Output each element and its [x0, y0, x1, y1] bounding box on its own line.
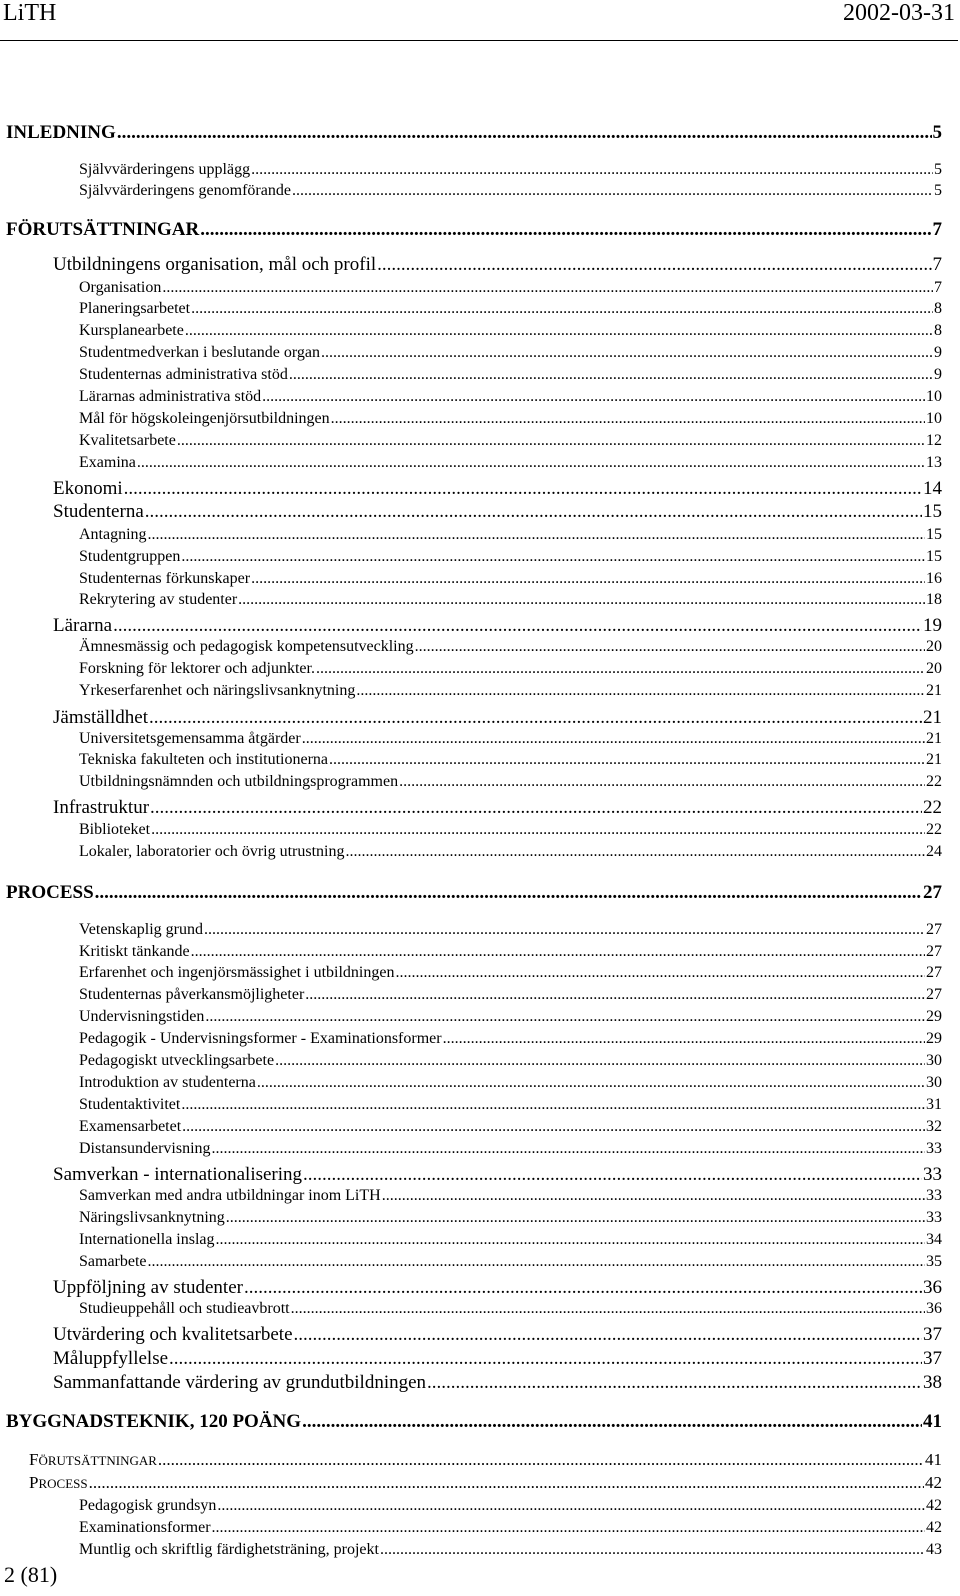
toc-entry-title: Måluppfyllelse — [53, 1348, 169, 1369]
toc-dot-leader — [356, 682, 925, 700]
toc-entry-title: Samverkan med andra utbildningar inom LiTH — [79, 1187, 381, 1204]
toc-entry — [79, 432, 942, 450]
toc-entry — [79, 1497, 942, 1515]
toc-entry-page: 21 — [926, 682, 942, 699]
toc-dot-leader — [251, 161, 933, 179]
toc-entry-title: Tekniska fakulteten och institutionerna — [79, 751, 329, 768]
toc-entry-page: 43 — [926, 1541, 942, 1558]
toc-dot-leader — [244, 1277, 922, 1299]
toc-entry-title: Rekrytering av studenter — [79, 591, 238, 608]
toc-entry-title: Samarbete — [79, 1253, 147, 1270]
toc-entry-title: Lärarna — [53, 615, 113, 636]
toc-entry-page: 10 — [926, 388, 942, 405]
toc-entry-title: Organisation — [79, 279, 162, 296]
toc-entry-page: 21 — [926, 730, 942, 747]
toc-entry-page: 27 — [926, 921, 942, 938]
toc-entry-page: 22 — [926, 821, 942, 838]
toc-entry — [53, 478, 942, 500]
toc-dot-leader — [303, 1164, 922, 1186]
toc-entry-title: Uppföljning av studenter — [53, 1277, 243, 1298]
toc-entry — [53, 1324, 942, 1346]
toc-entry — [79, 751, 942, 769]
toc-entry-title: Pedagogisk grundsyn — [79, 1497, 217, 1514]
toc-entry — [79, 526, 942, 544]
toc-dot-leader — [329, 751, 925, 769]
toc-dot-leader — [291, 1300, 925, 1318]
toc-dot-leader — [331, 410, 925, 428]
toc-entry-title: FÖRUTSÄTTNINGAR — [29, 1450, 157, 1469]
toc-dot-leader — [169, 1348, 922, 1370]
toc-entry — [53, 615, 942, 637]
toc-entry-title: Studenternas påverkansmöjligheter — [79, 986, 305, 1003]
toc-entry — [79, 1074, 942, 1092]
toc-entry-page: 29 — [926, 1008, 942, 1025]
toc-entry-title: Utbildningens organisation, mål och profil — [53, 254, 377, 275]
toc-dot-leader — [226, 1209, 925, 1227]
toc-entry — [79, 454, 942, 472]
toc-entry-page: 5 — [934, 161, 942, 178]
toc-entry-title: Självvärderingens genomförande — [79, 182, 291, 199]
toc-entry-title: Pedagogik - Undervisningsformer - Examinationsformer — [79, 1030, 442, 1047]
toc-dot-leader — [181, 1096, 925, 1114]
toc-entry-page: 41 — [923, 1411, 942, 1432]
toc-entry-page: 42 — [926, 1497, 942, 1514]
toc-dot-leader — [150, 797, 922, 819]
header-divider — [0, 40, 958, 41]
toc-entry-title: Kvalitetsarbete — [79, 432, 176, 449]
toc-dot-leader — [302, 730, 925, 748]
toc-entry-title: Utvärdering och kvalitetsarbete — [53, 1324, 293, 1345]
toc-entry-page: 32 — [926, 1118, 942, 1135]
toc-dot-leader — [305, 986, 925, 1004]
toc-entry — [79, 660, 942, 678]
toc-dot-leader — [162, 279, 933, 297]
toc-entry-page: 22 — [923, 797, 942, 818]
toc-dot-leader — [151, 821, 925, 839]
toc-dot-leader — [382, 1187, 925, 1205]
toc-entry-title: Yrkeserfarenhet och näringslivsanknytning — [79, 682, 356, 699]
toc-dot-leader — [205, 1008, 925, 1026]
page-header — [0, 0, 960, 34]
toc-entry — [79, 773, 942, 791]
toc-entry-title: Pedagogiskt utvecklingsarbete — [79, 1052, 275, 1069]
toc-dot-leader — [191, 300, 933, 318]
toc-entry-page: 9 — [934, 344, 942, 361]
toc-entry — [79, 1030, 942, 1048]
toc-dot-leader — [251, 570, 925, 588]
toc-entry-page: 7 — [934, 279, 942, 296]
toc-entry-page: 14 — [923, 478, 942, 499]
toc-entry — [79, 1008, 942, 1026]
toc-entry-title: Studenternas administrativa stöd — [79, 366, 288, 383]
toc-entry-title: Undervisningstiden — [79, 1008, 205, 1025]
toc-dot-leader — [182, 1118, 925, 1136]
toc-entry-page: 33 — [923, 1164, 942, 1185]
toc-entry-page: 5 — [932, 122, 942, 143]
toc-entry — [79, 548, 942, 566]
toc-entry-title: Examina — [79, 454, 136, 471]
toc-entry-title: Erfarenhet och ingenjörsmässighet i utbildningen — [79, 964, 395, 981]
toc-entry — [53, 254, 942, 276]
toc-entry-title: INLEDNING — [6, 122, 116, 143]
toc-entry — [6, 882, 942, 904]
toc-entry — [53, 797, 942, 819]
toc-entry-page: 29 — [926, 1030, 942, 1047]
toc-entry-title: BYGGNADSTEKNIK, 120 POÄNG — [6, 1411, 302, 1432]
toc-dot-leader — [158, 1450, 924, 1470]
toc-entry — [79, 182, 942, 200]
toc-entry-title: Jämställdhet — [53, 707, 148, 728]
toc-entry-title: Internationella inslag — [79, 1231, 215, 1248]
toc-entry — [79, 921, 942, 939]
header-left-label: LiTH — [3, 0, 57, 26]
toc-entry-title: Examinationsformer — [79, 1519, 211, 1536]
toc-dot-leader — [377, 254, 931, 276]
toc-entry — [79, 1096, 942, 1114]
toc-dot-leader — [395, 964, 925, 982]
toc-entry — [79, 1187, 942, 1205]
toc-dot-leader — [212, 1140, 925, 1158]
toc-entry — [79, 986, 942, 1004]
toc-entry-title: Muntlig och skriftlig färdighetsträning, projekt — [79, 1541, 379, 1558]
toc-entry-page: 16 — [926, 570, 942, 587]
toc-entry — [79, 821, 942, 839]
toc-entry-page: 31 — [926, 1096, 942, 1113]
toc-entry — [53, 1348, 942, 1370]
toc-entry — [79, 591, 942, 609]
toc-dot-leader — [124, 478, 922, 500]
toc-entry-title: Examensarbetet — [79, 1118, 182, 1135]
toc-entry-title: Lokaler, laboratorier och övrig utrustning — [79, 843, 345, 860]
toc-entry — [6, 1411, 942, 1433]
toc-dot-leader — [95, 882, 922, 904]
toc-entry — [79, 843, 942, 861]
toc-entry-page: 15 — [926, 526, 942, 543]
toc-entry-page: 21 — [923, 707, 942, 728]
toc-entry-page: 27 — [926, 986, 942, 1003]
toc-entry-title: Ämnesmässig och pedagogisk kompetensutveckling — [79, 638, 414, 655]
toc-entry-title: Ekonomi — [53, 478, 123, 499]
toc-entry-title: Introduktion av studenterna — [79, 1074, 256, 1091]
toc-dot-leader — [217, 1497, 925, 1515]
toc-entry-page: 5 — [934, 182, 942, 199]
toc-entry-title: Näringslivsanknytning — [79, 1209, 225, 1226]
toc-dot-leader — [294, 1324, 922, 1346]
toc-entry-page: 35 — [926, 1253, 942, 1270]
toc-dot-leader — [113, 615, 922, 637]
toc-entry-page: 27 — [926, 943, 942, 960]
toc-dot-leader — [443, 1030, 925, 1048]
toc-entry-page: 15 — [923, 501, 942, 522]
toc-entry-page: 7 — [932, 254, 942, 275]
toc-entry-page: 33 — [926, 1140, 942, 1157]
toc-entry — [79, 1052, 942, 1070]
toc-dot-leader — [216, 1231, 925, 1249]
toc-entry — [79, 410, 942, 428]
toc-entry-page: 15 — [926, 548, 942, 565]
toc-dot-leader — [302, 1411, 922, 1433]
toc-dot-leader — [380, 1541, 925, 1559]
toc-dot-leader — [137, 454, 925, 472]
toc-entry-title: Självvärderingens upplägg — [79, 161, 251, 178]
toc-dot-leader — [191, 943, 925, 961]
toc-entry-page: 33 — [926, 1187, 942, 1204]
toc-dot-leader — [289, 366, 933, 384]
toc-entry — [79, 322, 942, 340]
toc-entry-page: 30 — [926, 1074, 942, 1091]
toc-entry-title: PROCESS — [6, 882, 94, 903]
toc-dot-leader — [181, 548, 925, 566]
toc-dot-leader — [145, 501, 922, 523]
toc-entry — [79, 1253, 942, 1271]
toc-dot-leader — [148, 526, 925, 544]
toc-entry-page: 27 — [923, 882, 942, 903]
toc-dot-leader — [427, 1372, 922, 1394]
toc-entry — [79, 366, 942, 384]
toc-entry — [79, 682, 942, 700]
toc-entry — [79, 388, 942, 406]
toc-entry-page: 21 — [926, 751, 942, 768]
toc-dot-leader — [177, 432, 925, 450]
toc-entry-title: Antagning — [79, 526, 147, 543]
toc-entry-title: Studentaktivitet — [79, 1096, 181, 1113]
toc-entry-page: 12 — [926, 432, 942, 449]
header-date: 2002-03-31 — [843, 0, 955, 26]
toc-entry — [79, 1541, 942, 1559]
toc-entry — [29, 1450, 942, 1470]
toc-entry-page: 20 — [926, 660, 942, 677]
toc-dot-leader — [117, 122, 932, 144]
toc-dot-leader — [238, 591, 925, 609]
toc-dot-leader — [185, 322, 933, 340]
toc-entry-title: Samverkan - internationalisering — [53, 1164, 303, 1185]
toc-entry-page: 42 — [925, 1473, 942, 1492]
toc-entry — [79, 943, 942, 961]
toc-entry-title: Planeringsarbetet — [79, 300, 191, 317]
toc-entry-title: Kursplanearbete — [79, 322, 184, 339]
toc-entry — [29, 1473, 942, 1493]
toc-entry — [79, 1140, 942, 1158]
toc-dot-leader — [316, 660, 925, 678]
toc-entry-title: Forskning för lektorer och adjunkter. — [79, 660, 315, 677]
toc-entry-page: 10 — [926, 410, 942, 427]
toc-dot-leader — [346, 843, 926, 861]
toc-entry-page: 41 — [925, 1450, 942, 1469]
toc-entry — [79, 344, 942, 362]
toc-entry — [79, 1519, 942, 1537]
toc-entry-title: Vetenskaplig grund — [79, 921, 203, 938]
toc-entry — [53, 707, 942, 729]
toc-dot-leader — [399, 773, 925, 791]
toc-entry-page: 27 — [926, 964, 942, 981]
toc-dot-leader — [292, 182, 933, 200]
toc-entry-page: 30 — [926, 1052, 942, 1069]
toc-entry-page: 8 — [934, 322, 942, 339]
toc-entry-title: Utbildningsnämnden och utbildningsprogrammen — [79, 773, 399, 790]
toc-entry-title: Studentmedverkan i beslutande organ — [79, 344, 320, 361]
toc-entry — [6, 122, 942, 144]
toc-entry — [79, 730, 942, 748]
toc-entry-title: Studenterna — [53, 501, 144, 522]
toc-dot-leader — [148, 1253, 925, 1271]
toc-entry — [79, 964, 942, 982]
toc-entry — [79, 638, 942, 656]
toc-entry — [53, 501, 942, 523]
toc-dot-leader — [89, 1473, 924, 1493]
toc-dot-leader — [204, 921, 925, 939]
toc-dot-leader — [200, 219, 931, 241]
toc-entry — [79, 1118, 942, 1136]
toc-entry-page: 7 — [932, 219, 942, 240]
toc-entry-title: Sammanfattande värdering av grundutbildningen — [53, 1372, 427, 1393]
toc-entry-page: 9 — [934, 366, 942, 383]
toc-entry — [79, 161, 942, 179]
toc-entry — [79, 300, 942, 318]
toc-entry-title: Mål för högskoleingenjörsutbildningen — [79, 410, 330, 427]
toc-dot-leader — [415, 638, 925, 656]
toc-entry-title: Studenternas förkunskaper — [79, 570, 251, 587]
toc-entry-page: 22 — [926, 773, 942, 790]
toc-entry-page: 37 — [923, 1348, 942, 1369]
toc-entry — [79, 279, 942, 297]
toc-entry-page: 13 — [926, 454, 942, 471]
toc-dot-leader — [212, 1519, 925, 1537]
toc-entry-page: 34 — [926, 1231, 942, 1248]
toc-entry-title: Kritiskt tänkande — [79, 943, 190, 960]
toc-entry-title: Universitetsgemensamma åtgärder — [79, 730, 301, 747]
toc-entry-title: Studieuppehåll och studieavbrott — [79, 1300, 290, 1317]
page-number: 2 (81) — [4, 1562, 58, 1587]
toc-dot-leader — [149, 707, 922, 729]
toc-dot-leader — [262, 388, 925, 406]
toc-entry — [79, 1300, 942, 1318]
toc-entry — [53, 1372, 942, 1394]
toc-entry-title: FÖRUTSÄTTNINGAR — [6, 219, 200, 240]
toc-entry-title: Distansundervisning — [79, 1140, 211, 1157]
toc-entry-page: 42 — [926, 1519, 942, 1536]
toc-entry-title: Infrastruktur — [53, 797, 150, 818]
toc-entry-title: Biblioteket — [79, 821, 151, 838]
toc-entry — [79, 570, 942, 588]
toc-entry — [53, 1164, 942, 1186]
toc-entry-title: Studentgruppen — [79, 548, 181, 565]
toc-entry-title: Lärarnas administrativa stöd — [79, 388, 262, 405]
toc-entry-page: 19 — [923, 615, 942, 636]
toc-entry — [6, 219, 942, 241]
toc-dot-leader — [257, 1074, 925, 1092]
toc-entry — [53, 1277, 942, 1299]
toc-dot-leader — [275, 1052, 925, 1070]
toc-entry — [79, 1209, 942, 1227]
toc-dot-leader — [321, 344, 933, 362]
toc-entry-page: 36 — [923, 1277, 942, 1298]
toc-entry-page: 33 — [926, 1209, 942, 1226]
toc-entry-page: 8 — [934, 300, 942, 317]
toc-entry-page: 24 — [926, 843, 942, 860]
toc-entry-page: 20 — [926, 638, 942, 655]
toc-entry — [79, 1231, 942, 1249]
toc-entry-page: 36 — [926, 1300, 942, 1317]
toc-entry-page: 18 — [926, 591, 942, 608]
toc-entry-title: PROCESS — [29, 1473, 88, 1492]
toc-entry-page: 38 — [923, 1372, 942, 1393]
toc-entry-page: 37 — [923, 1324, 942, 1345]
